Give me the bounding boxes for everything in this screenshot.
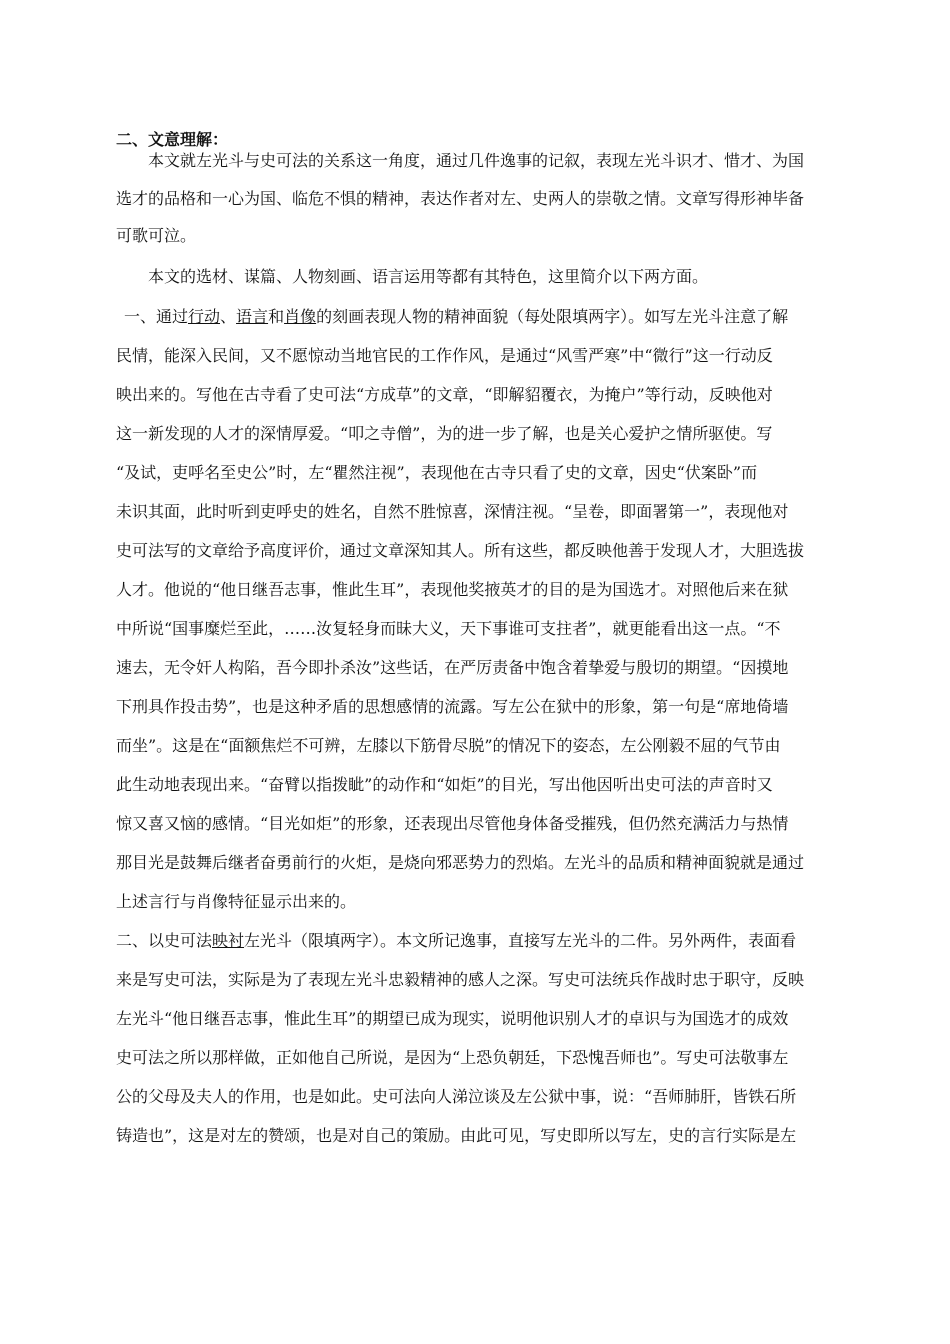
point-one-suffix: 的刻画表现人物的精神面貌（每处限填两字）。如写左光斗注意了解 — [316, 307, 789, 326]
paragraph-line: 史可法写的文章给予高度评价，通过文章深知其人。所有这些，都反映他善于发现人才，大胆选拔 — [116, 541, 805, 560]
paragraph-line: 下刑具作投击势”，也是这种矛盾的思想感情的流露。写左公在狱中的形象，第一句是“席地倚墙 — [116, 697, 789, 716]
paragraph-line: 未识其面，此时听到吏呼史的姓名，自然不胜惊喜，深情注视。“呈卷，即面署第一”，表现他对 — [116, 502, 789, 521]
point-one-separator: 、 — [220, 307, 237, 326]
paragraph-line: 速去，无令奸人构陷，吾今即扑杀汝”这些话，在严厉责备中饱含着挚爱与殷切的期望。“因摸地 — [116, 658, 789, 677]
paragraph-line: 惊又喜又恼的感情。“目光如炬”的形象，还表现出尽管他身体备受摧残，但仍然充满活力与热情 — [116, 814, 789, 833]
blank-answer-contrast: 映衬 — [212, 931, 245, 950]
paragraph-line: 此生动地表现出来。“奋臂以指拨眦”的动作和“如炬”的目光，写出他因听出史可法的声音时又 — [116, 775, 773, 794]
section-heading: 二、文意理解： — [116, 130, 229, 149]
paragraph-line: 上述言行与肖像特征显示出来的。 — [116, 892, 357, 911]
paragraph-line: 本文的选材、谋篇、人物刻画、语言运用等都有其特色，这里简介以下两方面。 — [148, 267, 709, 286]
point-two-suffix: 左光斗（限填两字）。本文所记逸事，直接写左光斗的二件。另外两件，表面看 — [244, 931, 797, 950]
point-one-separator: 和 — [268, 307, 285, 326]
paragraph-line: 来是写史可法，实际是为了表现左光斗忠毅精神的感人之深。写史可法统兵作战时忠于职守，反映 — [116, 970, 805, 989]
point-one-prefix: 一、通过 — [124, 307, 189, 326]
paragraph-line: 人才。他说的“他日继吾志事，惟此生耳”，表现他奖掖英才的目的是为国选才。对照他后来在狱 — [116, 580, 789, 599]
paragraph-line: 那目光是鼓舞后继者奋勇前行的火炬，是烧向邪恶势力的烈焰。左光斗的品质和精神面貌就是通过 — [116, 853, 805, 872]
paragraph-line: 公的父母及夫人的作用，也是如此。史可法向人涕泣谈及左公狱中事，说：“吾师肺肝，皆铁石所 — [116, 1087, 797, 1106]
paragraph-line: 这一新发现的人才的深情厚爱。“叩之寺僧”，为的进一步了解，也是关心爱护之情所驱使。写 — [116, 424, 773, 443]
paragraph-line: 本文就左光斗与史可法的关系这一角度，通过几件逸事的记叙，表现左光斗识才、惜才、为国 — [148, 151, 805, 170]
paragraph-line: 史可法之所以那样做，正如他自己所说，是因为“上恐负朝廷，下恐愧吾师也”。写史可法敬事左 — [116, 1048, 789, 1067]
paragraph-line: 铸造也”，这是对左的赞颂，也是对自己的策励。由此可见，写史即所以写左，史的言行实际是左 — [116, 1126, 797, 1145]
point-two-prefix: 二、以史可法 — [116, 931, 213, 950]
paragraph-line: 选才的品格和一心为国、临危不惧的精神，表达作者对左、史两人的崇敬之情。文章写得形神毕备 — [116, 189, 805, 208]
point-one-line — [124, 306, 848, 328]
paragraph-line: 映出来的。写他在古寺看了史可法“方成草”的文章，“即解貂覆衣，为掩户”等行动，反映他对 — [116, 385, 773, 404]
paragraph-line: “及试，吏呼名至史公”时，左“瞿然注视”，表现他在古寺只看了史的文章，因史“伏案卧”而 — [116, 463, 758, 482]
blank-answer-action: 行动 — [188, 307, 221, 326]
paragraph-line: 中所说“国事糜烂至此，……汝复轻身而昧大义，天下事谁可支拄者”，就更能看出这一点。“不 — [116, 619, 781, 638]
blank-answer-language: 语言 — [236, 307, 269, 326]
paragraph-line: 可歌可泣。 — [116, 226, 197, 245]
paragraph-line: 左光斗“他日继吾志事，惟此生耳”的期望已成为现实，说明他识别人才的卓识与为国选才的成效 — [116, 1009, 789, 1028]
paragraph-line: 而坐”。这是在“面额焦烂不可辨，左膝以下筋骨尽脱”的情况下的姿态，左公刚毅不屈的气节由 — [116, 736, 781, 755]
point-two-line — [116, 930, 840, 952]
blank-answer-portrait: 肖像 — [284, 307, 317, 326]
paragraph-line: 民情，能深入民间，又不愿惊动当地官民的工作作风，是通过“风雪严寒”中“微行”这一行动反 — [116, 346, 773, 365]
